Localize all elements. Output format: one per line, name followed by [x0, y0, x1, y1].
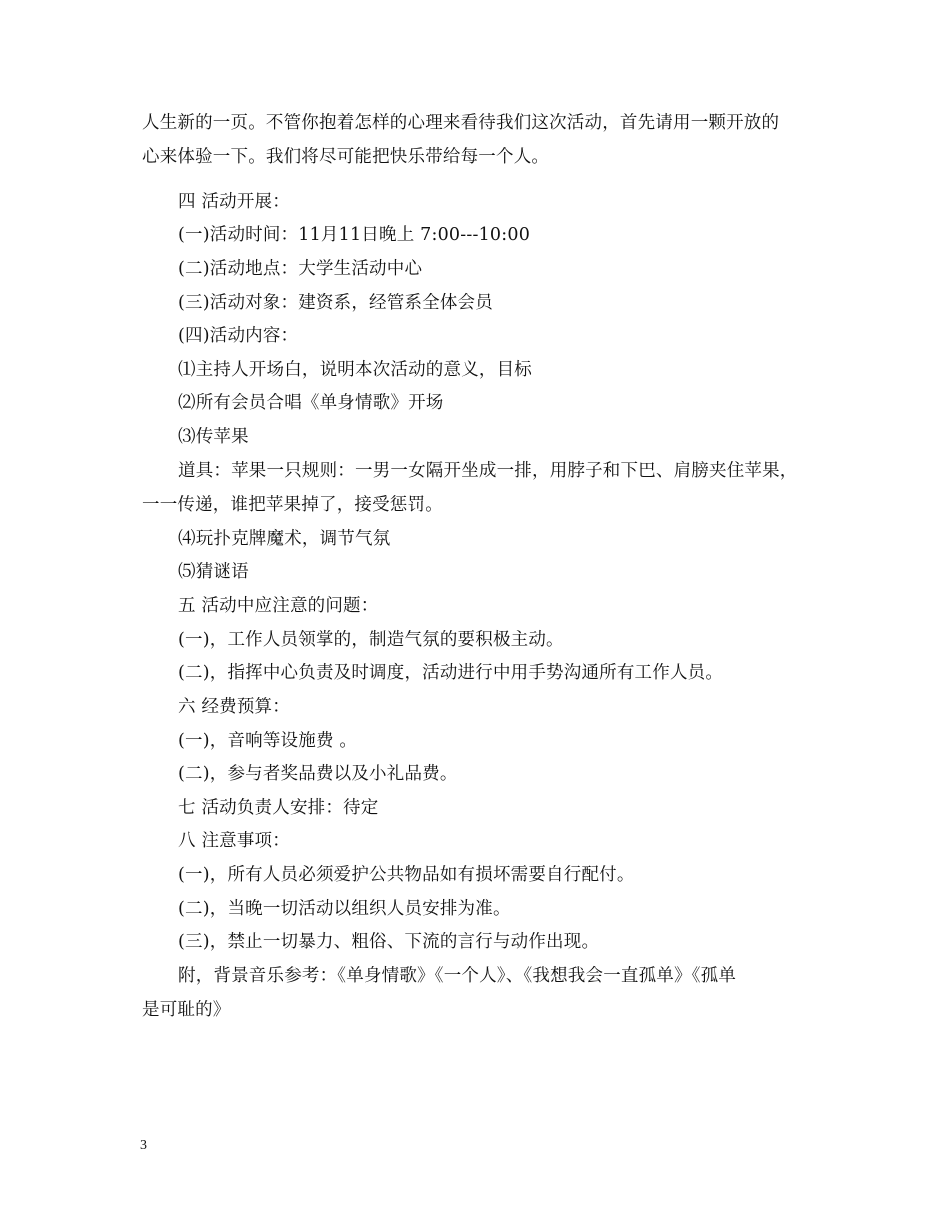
- page-number: 3: [140, 1138, 147, 1153]
- paragraph-line: (一)，音响等设施费 。: [178, 731, 358, 751]
- paragraph-line: (二)活动地点：大学生活动中心: [178, 259, 423, 279]
- paragraph-line: (二)，参与者奖品费以及小礼品费。: [178, 764, 458, 784]
- paragraph-line: 附，背景音乐参考：《单身情歌》《一个人》、《我想我会一直孤单》《孤单: [178, 966, 737, 986]
- paragraph-line: ⑶传苹果: [178, 427, 249, 447]
- paragraph-line: (一)，工作人员领掌的，制造气氛的要积极主动。: [178, 630, 564, 650]
- section-heading: 七 活动负责人安排：待定: [178, 798, 379, 818]
- paragraph-line: 是可耻的》: [142, 1000, 231, 1020]
- paragraph-line: ⑵所有会员合唱《单身情歌》开场: [178, 393, 444, 413]
- section-heading: 八 注意事项：: [178, 831, 290, 851]
- paragraph-line: ⑸猜谜语: [178, 562, 249, 582]
- paragraph-line: ⑴主持人开场白，说明本次活动的意义，目标: [178, 360, 532, 380]
- paragraph-line: (一)，所有人员必须爱护公共物品如有损坏需要自行配付。: [178, 865, 635, 885]
- section-heading: 五 活动中应注意的问题：: [178, 596, 379, 616]
- paragraph-line: (三)，禁止一切暴力、粗俗、下流的言行与动作出现。: [178, 932, 600, 952]
- paragraph-line: (三)活动对象：建资系，经管系全体会员: [178, 293, 493, 313]
- paragraph-line: 人生新的一页。不管你抱着怎样的心理来看待我们这次活动，首先请用一颗开放的: [142, 113, 780, 133]
- paragraph-line: (二)，当晚一切活动以组织人员安排为准。: [178, 899, 511, 919]
- paragraph-line: 心来体验一下。我们将尽可能把快乐带给每一个人。: [142, 147, 550, 167]
- paragraph-line: (二)，指挥中心负责及时调度，活动进行中用手势沟通所有工作人员。: [178, 663, 724, 683]
- paragraph-line: ⑷玩扑克牌魔术，调节气氛: [178, 529, 391, 549]
- paragraph-line: 一一传递，谁把苹果掉了，接受惩罚。: [142, 495, 443, 515]
- section-heading: 四 活动开展：: [178, 192, 290, 212]
- paragraph-line: 道具：苹果一只规则：一男一女隔开坐成一排，用脖子和下巴、肩膀夹住苹果，: [178, 461, 798, 481]
- paragraph-line: (一)活动时间：11月11日晚上 7:00---10:00: [178, 225, 531, 245]
- section-heading: 六 经费预算：: [178, 697, 290, 717]
- paragraph-line: (四)活动内容：: [178, 326, 299, 346]
